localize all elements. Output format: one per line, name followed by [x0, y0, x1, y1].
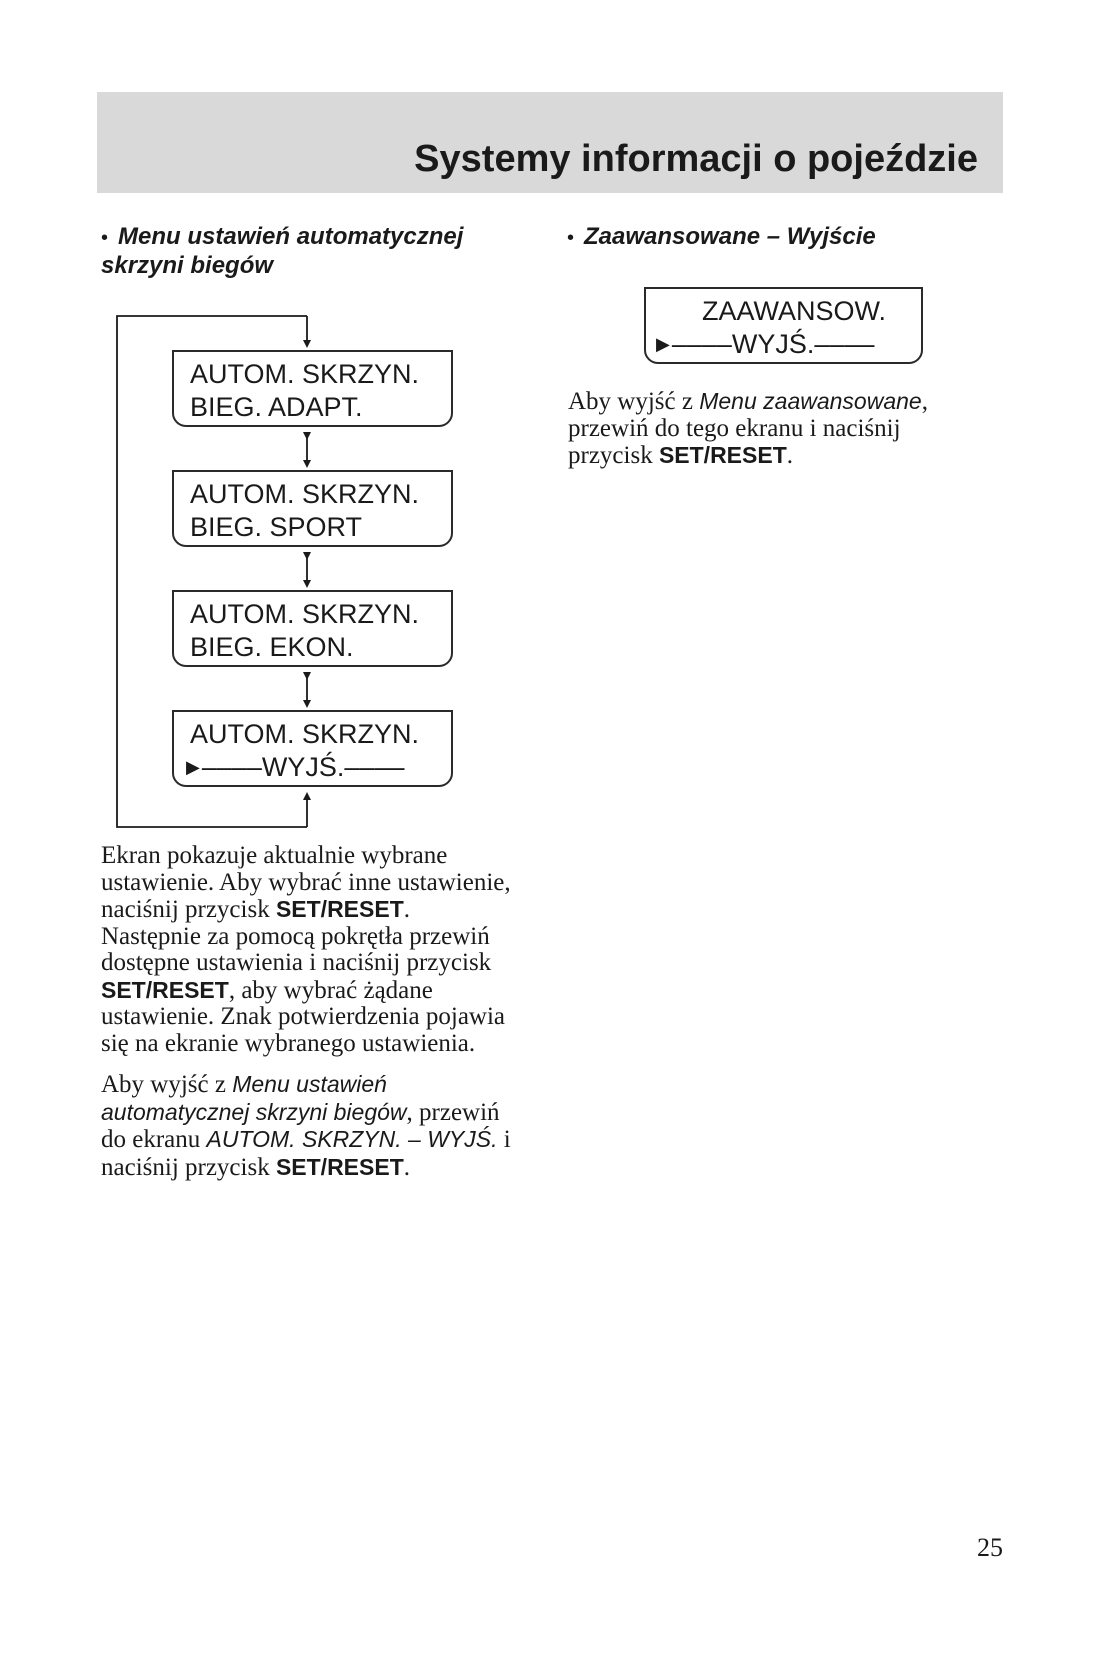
text-line: Aby wyjść z — [101, 1071, 233, 1098]
text-line: , przewiń — [406, 1098, 500, 1126]
lcd-advanced-text: ZAAWANSOW. — [702, 296, 887, 326]
left-heading-line1: Menu ustawień automatycznej — [118, 223, 464, 250]
text-line: . — [403, 896, 411, 923]
page-title: Systemy informacji o pojeździe — [414, 138, 978, 180]
text-line: , — [921, 388, 928, 415]
set-reset-label: SET/RESET — [275, 1153, 404, 1180]
text-line: , aby wybrać żądane — [228, 976, 433, 1004]
text-line: przewiń do tego ekranu i naciśnij — [568, 414, 901, 442]
cursor-arrow-icon: ▶ — [186, 757, 200, 777]
lcd-exit-text: ––––WYJŚ.–––– — [671, 329, 875, 359]
text-line: się na ekranie wybranego ustawienia. — [101, 1029, 476, 1057]
lcd-screen-advanced-exit — [644, 287, 923, 364]
text-line: naciśnij przycisk — [101, 896, 276, 923]
menu-name: Menu zaawansowane — [699, 388, 922, 414]
lcd-line1: AUTOM. SKRZYN. — [190, 359, 420, 389]
text-line: przycisk — [568, 442, 659, 469]
lcd-exit-text: ––––WYJŚ.–––– — [201, 752, 405, 782]
left-paragraph-1 — [101, 843, 511, 1057]
text-line: dostępne ustawienia i naciśnij przycisk — [101, 949, 492, 976]
bullet: • — [101, 227, 109, 249]
lcd-line2: BIEG. ADAPT. — [190, 392, 363, 422]
lcd-screen-sport — [172, 470, 453, 547]
text-line: ustawienie. Znak potwierdzenia pojawia — [101, 1003, 506, 1030]
lcd-screen-exit — [172, 710, 453, 787]
cursor-arrow-icon: ▶ — [656, 334, 670, 354]
lcd-line2 — [186, 751, 451, 784]
lcd-line1: AUTOM. SKRZYN. — [190, 599, 420, 629]
lcd-line2: BIEG. SPORT — [190, 512, 363, 542]
lcd-line2: BIEG. EKON. — [190, 632, 354, 662]
lcd-screen-adapt — [172, 350, 453, 427]
text-line: Aby wyjść z — [568, 388, 700, 415]
lcd-line1: AUTOM. SKRZYN. — [190, 479, 420, 509]
lcd-line2 — [656, 328, 921, 361]
text-line: do ekranu — [101, 1126, 207, 1153]
menu-name: automatycznej skrzyni biegów — [101, 1098, 407, 1125]
text-line: Ekran pokazuje aktualnie wybrane — [101, 842, 448, 869]
set-reset-label: SET/RESET — [275, 896, 404, 922]
screen-name: AUTOM. SKRZYN. – WYJŚ. — [206, 1126, 498, 1152]
right-paragraph — [568, 388, 928, 470]
right-heading — [567, 223, 876, 252]
text-line: i — [497, 1126, 511, 1153]
text-line: naciśnij przycisk — [101, 1153, 276, 1181]
text-line: ustawienie. Aby wybrać inne ustawienie, — [101, 868, 511, 896]
left-heading-line2: skrzyni biegów — [101, 252, 274, 279]
bullet: • — [567, 227, 575, 249]
menu-name: Menu ustawień — [232, 1071, 387, 1097]
text-line: Następnie za pomocą pokrętła przewiń — [101, 922, 490, 950]
lcd-line1: AUTOM. SKRZYN. — [190, 719, 420, 749]
set-reset-label: SET/RESET — [658, 442, 787, 468]
set-reset-label: SET/RESET — [101, 976, 229, 1003]
left-paragraph-2 — [101, 1071, 511, 1181]
right-heading-text: Zaawansowane – Wyjście — [584, 223, 876, 250]
lcd-screen-ekon — [172, 590, 453, 667]
text-line: . — [403, 1153, 411, 1181]
text-line: . — [786, 442, 794, 469]
page-number: 25 — [977, 1533, 1003, 1562]
lcd-line1 — [660, 295, 921, 328]
